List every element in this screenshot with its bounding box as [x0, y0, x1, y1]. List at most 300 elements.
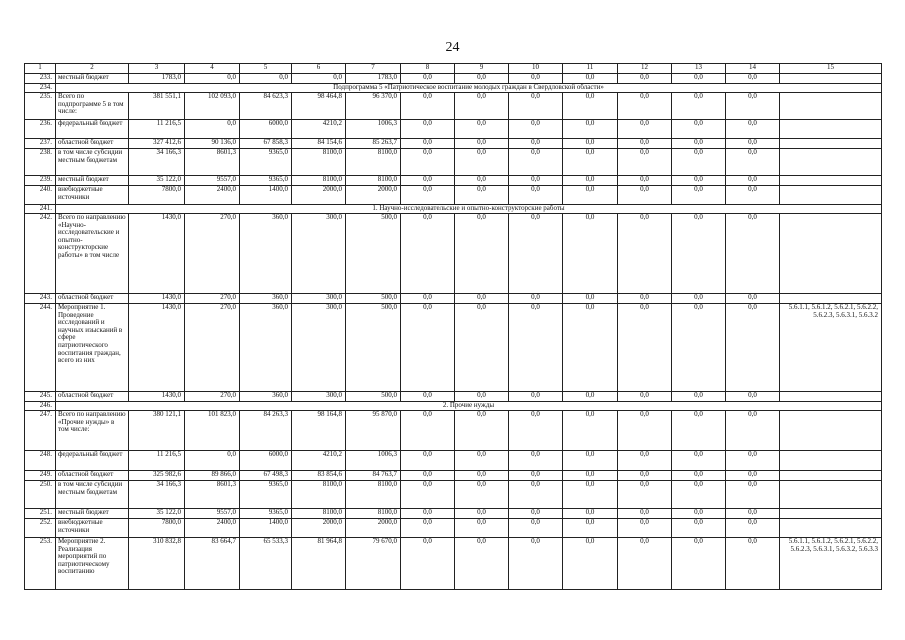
value-cell: 0,0 — [455, 149, 509, 176]
value-cell: 0,0 — [672, 149, 726, 176]
value-cell: 0,0 — [401, 74, 455, 84]
row-label: местный бюджет — [56, 509, 129, 519]
value-cell: 7800,0 — [129, 186, 185, 205]
row-label: местный бюджет — [56, 176, 129, 186]
value-cell: 0,0 — [618, 509, 672, 519]
value-cell: 0,0 — [455, 93, 509, 120]
value-cell: 0,0 — [672, 519, 726, 538]
value-cell: 0,0 — [672, 471, 726, 481]
column-header: 3 — [129, 64, 185, 74]
value-cell: 6000,0 — [240, 451, 292, 471]
value-cell: 0,0 — [672, 392, 726, 402]
value-cell: 11 216,5 — [129, 451, 185, 471]
value-cell: 0,0 — [455, 186, 509, 205]
value-cell: 300,0 — [292, 304, 346, 392]
row-label: внебюджетные источники — [56, 186, 129, 205]
value-cell: 0,0 — [563, 176, 618, 186]
value-cell: 8100,0 — [346, 481, 401, 509]
value-cell: 84 263,3 — [240, 411, 292, 451]
row-label: Всего по направлению «Научно-исследовательские и опытно-конструкторские работы» в том числе — [56, 214, 129, 294]
value-cell: 0,0 — [563, 392, 618, 402]
row-number: 252. — [25, 519, 56, 538]
table-row — [25, 205, 882, 214]
value-cell: 96 370,0 — [346, 93, 401, 120]
value-cell: 0,0 — [401, 304, 455, 392]
value-cell: 0,0 — [618, 149, 672, 176]
value-cell: 0,0 — [563, 93, 618, 120]
value-cell: 0,0 — [618, 93, 672, 120]
value-cell: 300,0 — [292, 392, 346, 402]
value-cell: 0,0 — [618, 538, 672, 590]
row-label: местный бюджет — [56, 74, 129, 84]
value-cell: 0,0 — [455, 471, 509, 481]
value-cell: 0,0 — [455, 214, 509, 294]
value-cell: 0,0 — [509, 411, 563, 451]
value-cell: 1783,0 — [129, 74, 185, 84]
value-cell: 0,0 — [401, 481, 455, 509]
row-number: 248. — [25, 451, 56, 471]
row-number: 247. — [25, 411, 56, 451]
value-cell: 8100,0 — [292, 149, 346, 176]
row-number: 253. — [25, 538, 56, 590]
table-row — [25, 139, 882, 149]
value-cell: 360,0 — [240, 304, 292, 392]
header-row — [25, 64, 882, 74]
value-cell: 67 498,3 — [240, 471, 292, 481]
value-cell: 0,0 — [726, 509, 780, 519]
value-cell: 0,0 — [509, 294, 563, 304]
value-cell: 0,0 — [455, 509, 509, 519]
value-cell: 270,0 — [185, 392, 240, 402]
value-cell: 270,0 — [185, 294, 240, 304]
value-cell: 0,0 — [672, 93, 726, 120]
target-indicator-refs — [780, 74, 882, 84]
value-cell: 0,0 — [726, 411, 780, 451]
value-cell: 101 823,0 — [185, 411, 240, 451]
row-number: 241. — [25, 205, 56, 214]
value-cell: 0,0 — [401, 294, 455, 304]
value-cell: 0,0 — [185, 74, 240, 84]
value-cell: 0,0 — [509, 139, 563, 149]
value-cell: 98 164,8 — [292, 411, 346, 451]
value-cell: 0,0 — [401, 392, 455, 402]
value-cell: 360,0 — [240, 392, 292, 402]
row-label: федеральный бюджет — [56, 120, 129, 139]
value-cell: 0,0 — [563, 471, 618, 481]
value-cell: 8100,0 — [292, 509, 346, 519]
value-cell: 0,0 — [401, 176, 455, 186]
section-heading: 1. Научно-исследовательские и опытно-конструкторские работы — [56, 205, 882, 214]
value-cell: 0,0 — [563, 519, 618, 538]
value-cell: 0,0 — [726, 538, 780, 590]
value-cell: 360,0 — [240, 294, 292, 304]
value-cell: 0,0 — [563, 214, 618, 294]
value-cell: 6000,0 — [240, 120, 292, 139]
column-header: 9 — [455, 64, 509, 74]
value-cell: 0,0 — [401, 451, 455, 471]
value-cell: 500,0 — [346, 214, 401, 294]
value-cell: 98 464,8 — [292, 93, 346, 120]
value-cell: 0,0 — [726, 74, 780, 84]
row-label: областной бюджет — [56, 392, 129, 402]
value-cell: 9365,0 — [240, 176, 292, 186]
value-cell: 2000,0 — [292, 186, 346, 205]
column-header: 14 — [726, 64, 780, 74]
value-cell: 1006,3 — [346, 120, 401, 139]
value-cell: 0,0 — [726, 176, 780, 186]
value-cell: 0,0 — [401, 93, 455, 120]
value-cell: 1400,0 — [240, 519, 292, 538]
value-cell: 85 263,7 — [346, 139, 401, 149]
value-cell: 0,0 — [509, 304, 563, 392]
row-label: федеральный бюджет — [56, 451, 129, 471]
value-cell: 4210,2 — [292, 120, 346, 139]
value-cell: 0,0 — [455, 176, 509, 186]
value-cell: 67 858,3 — [240, 139, 292, 149]
value-cell: 2000,0 — [346, 186, 401, 205]
row-label: Всего по подпрограмме 5 в том числе: — [56, 93, 129, 120]
value-cell: 300,0 — [292, 214, 346, 294]
table-row — [25, 509, 882, 519]
target-indicator-refs — [780, 519, 882, 538]
value-cell: 9365,0 — [240, 149, 292, 176]
row-number: 235. — [25, 93, 56, 120]
value-cell: 0,0 — [618, 519, 672, 538]
value-cell: 95 870,0 — [346, 411, 401, 451]
value-cell: 9557,0 — [185, 176, 240, 186]
page-number: 24 — [445, 40, 460, 55]
value-cell: 0,0 — [509, 93, 563, 120]
budget-table — [24, 63, 882, 590]
row-number: 243. — [25, 294, 56, 304]
column-header: 11 — [563, 64, 618, 74]
value-cell: 8100,0 — [346, 176, 401, 186]
target-indicator-refs — [780, 509, 882, 519]
value-cell: 2400,0 — [185, 186, 240, 205]
value-cell: 0,0 — [672, 74, 726, 84]
value-cell: 0,0 — [672, 176, 726, 186]
table-row — [25, 481, 882, 509]
value-cell: 0,0 — [401, 149, 455, 176]
value-cell: 79 670,0 — [346, 538, 401, 590]
value-cell: 0,0 — [509, 481, 563, 509]
table-row — [25, 392, 882, 402]
value-cell: 381 551,1 — [129, 93, 185, 120]
table-row — [25, 74, 882, 84]
value-cell: 0,0 — [509, 186, 563, 205]
row-number: 242. — [25, 214, 56, 294]
value-cell: 0,0 — [726, 471, 780, 481]
column-header: 6 — [292, 64, 346, 74]
value-cell: 34 166,3 — [129, 149, 185, 176]
value-cell: 7800,0 — [129, 519, 185, 538]
value-cell: 2000,0 — [292, 519, 346, 538]
value-cell: 0,0 — [509, 120, 563, 139]
column-header: 4 — [185, 64, 240, 74]
value-cell: 83 854,6 — [292, 471, 346, 481]
value-cell: 84 154,6 — [292, 139, 346, 149]
row-number: 233. — [25, 74, 56, 84]
value-cell: 0,0 — [563, 304, 618, 392]
value-cell: 0,0 — [726, 392, 780, 402]
value-cell: 0,0 — [509, 471, 563, 481]
value-cell: 0,0 — [401, 214, 455, 294]
target-indicator-refs — [780, 186, 882, 205]
value-cell: 0,0 — [563, 538, 618, 590]
value-cell: 0,0 — [563, 294, 618, 304]
value-cell: 0,0 — [401, 471, 455, 481]
value-cell: 89 866,0 — [185, 471, 240, 481]
row-number: 234. — [25, 84, 56, 93]
target-indicator-refs — [780, 481, 882, 509]
value-cell: 0,0 — [618, 294, 672, 304]
value-cell: 0,0 — [618, 471, 672, 481]
value-cell: 35 122,0 — [129, 176, 185, 186]
value-cell: 0,0 — [509, 214, 563, 294]
value-cell: 0,0 — [509, 176, 563, 186]
value-cell: 0,0 — [726, 481, 780, 509]
table-row — [25, 149, 882, 176]
value-cell: 0,0 — [455, 451, 509, 471]
value-cell: 0,0 — [509, 538, 563, 590]
value-cell: 11 216,5 — [129, 120, 185, 139]
target-indicator-refs — [780, 93, 882, 120]
target-indicator-refs — [780, 214, 882, 294]
value-cell: 327 412,6 — [129, 139, 185, 149]
value-cell: 0,0 — [618, 451, 672, 471]
value-cell: 0,0 — [672, 411, 726, 451]
value-cell: 0,0 — [563, 481, 618, 509]
value-cell: 0,0 — [672, 186, 726, 205]
row-number: 246. — [25, 402, 56, 411]
row-label: в том числе субсидии местным бюджетам — [56, 149, 129, 176]
value-cell: 0,0 — [726, 519, 780, 538]
value-cell: 1430,0 — [129, 304, 185, 392]
target-indicator-refs — [780, 471, 882, 481]
value-cell: 0,0 — [672, 538, 726, 590]
value-cell: 0,0 — [240, 74, 292, 84]
row-number: 236. — [25, 120, 56, 139]
row-number: 249. — [25, 471, 56, 481]
section-heading: Подпрограмма 5 «Патриотическое воспитание молодых граждан в Свердловской области» — [56, 84, 882, 93]
column-header: 15 — [780, 64, 882, 74]
row-label: Всего по направлению «Прочие нужды» в том числе: — [56, 411, 129, 451]
value-cell: 270,0 — [185, 304, 240, 392]
value-cell: 0,0 — [509, 451, 563, 471]
value-cell: 84 623,3 — [240, 93, 292, 120]
value-cell: 0,0 — [185, 451, 240, 471]
value-cell: 0,0 — [509, 149, 563, 176]
row-number: 250. — [25, 481, 56, 509]
table-row — [25, 402, 882, 411]
value-cell: 0,0 — [726, 186, 780, 205]
value-cell: 8100,0 — [292, 176, 346, 186]
value-cell: 0,0 — [618, 120, 672, 139]
value-cell: 0,0 — [618, 186, 672, 205]
table-row — [25, 84, 882, 93]
value-cell: 0,0 — [455, 304, 509, 392]
column-header: 1 — [25, 64, 56, 74]
value-cell: 300,0 — [292, 294, 346, 304]
table-row — [25, 214, 882, 294]
target-indicator-refs — [780, 139, 882, 149]
value-cell: 8100,0 — [346, 149, 401, 176]
value-cell: 2000,0 — [346, 519, 401, 538]
value-cell: 0,0 — [455, 538, 509, 590]
value-cell: 0,0 — [618, 214, 672, 294]
value-cell: 81 964,8 — [292, 538, 346, 590]
value-cell: 500,0 — [346, 392, 401, 402]
value-cell: 1430,0 — [129, 294, 185, 304]
value-cell: 0,0 — [563, 139, 618, 149]
value-cell: 0,0 — [401, 139, 455, 149]
value-cell: 8601,3 — [185, 481, 240, 509]
value-cell: 0,0 — [185, 120, 240, 139]
column-header: 13 — [672, 64, 726, 74]
value-cell: 0,0 — [563, 186, 618, 205]
table-row — [25, 176, 882, 186]
column-header: 7 — [346, 64, 401, 74]
table-row — [25, 186, 882, 205]
row-number: 238. — [25, 149, 56, 176]
table-row — [25, 294, 882, 304]
value-cell: 0,0 — [455, 120, 509, 139]
value-cell: 0,0 — [509, 74, 563, 84]
value-cell: 0,0 — [672, 294, 726, 304]
value-cell: 0,0 — [672, 451, 726, 471]
value-cell: 0,0 — [563, 451, 618, 471]
target-indicator-refs — [780, 451, 882, 471]
value-cell: 65 533,3 — [240, 538, 292, 590]
value-cell: 9365,0 — [240, 509, 292, 519]
value-cell: 0,0 — [618, 176, 672, 186]
value-cell: 1430,0 — [129, 214, 185, 294]
value-cell: 0,0 — [401, 509, 455, 519]
value-cell: 325 982,6 — [129, 471, 185, 481]
value-cell: 0,0 — [292, 74, 346, 84]
value-cell: 0,0 — [618, 392, 672, 402]
value-cell: 0,0 — [563, 509, 618, 519]
target-indicator-refs — [780, 176, 882, 186]
target-indicator-refs — [780, 149, 882, 176]
column-header: 2 — [56, 64, 129, 74]
value-cell: 0,0 — [455, 481, 509, 509]
value-cell: 0,0 — [455, 392, 509, 402]
value-cell: 0,0 — [401, 186, 455, 205]
value-cell: 0,0 — [726, 304, 780, 392]
value-cell: 270,0 — [185, 214, 240, 294]
row-label: областной бюджет — [56, 471, 129, 481]
value-cell: 84 763,7 — [346, 471, 401, 481]
row-number: 251. — [25, 509, 56, 519]
table-row — [25, 93, 882, 120]
value-cell: 0,0 — [672, 120, 726, 139]
value-cell: 0,0 — [563, 74, 618, 84]
value-cell: 360,0 — [240, 214, 292, 294]
value-cell: 0,0 — [672, 509, 726, 519]
value-cell: 8100,0 — [292, 481, 346, 509]
row-label: областной бюджет — [56, 294, 129, 304]
value-cell: 0,0 — [455, 519, 509, 538]
target-indicator-refs — [780, 411, 882, 451]
value-cell: 0,0 — [455, 139, 509, 149]
column-header: 12 — [618, 64, 672, 74]
value-cell: 500,0 — [346, 294, 401, 304]
value-cell: 35 122,0 — [129, 509, 185, 519]
table-row — [25, 471, 882, 481]
value-cell: 0,0 — [672, 481, 726, 509]
row-number: 239. — [25, 176, 56, 186]
value-cell: 90 136,0 — [185, 139, 240, 149]
value-cell: 0,0 — [726, 93, 780, 120]
value-cell: 0,0 — [509, 519, 563, 538]
table-body — [25, 64, 882, 590]
value-cell: 9365,0 — [240, 481, 292, 509]
value-cell: 0,0 — [563, 120, 618, 139]
value-cell: 34 166,3 — [129, 481, 185, 509]
value-cell: 0,0 — [563, 411, 618, 451]
value-cell: 0,0 — [618, 481, 672, 509]
value-cell: 83 664,7 — [185, 538, 240, 590]
value-cell: 1006,3 — [346, 451, 401, 471]
value-cell: 0,0 — [455, 74, 509, 84]
value-cell: 0,0 — [672, 304, 726, 392]
row-number: 240. — [25, 186, 56, 205]
value-cell: 9557,0 — [185, 509, 240, 519]
value-cell: 0,0 — [726, 451, 780, 471]
value-cell: 0,0 — [618, 74, 672, 84]
value-cell: 0,0 — [672, 214, 726, 294]
value-cell: 0,0 — [401, 519, 455, 538]
table-row — [25, 120, 882, 139]
value-cell: 0,0 — [618, 304, 672, 392]
row-label: внебюджетные источники — [56, 519, 129, 538]
value-cell: 310 832,8 — [129, 538, 185, 590]
value-cell: 0,0 — [726, 294, 780, 304]
column-header: 5 — [240, 64, 292, 74]
target-indicator-refs: 5.6.1.1, 5.6.1.2, 5.6.2.1, 5.6.2.2, 5.6.2.3, 5.6.3.1, 5.6.3.2 — [780, 304, 882, 392]
value-cell: 0,0 — [401, 120, 455, 139]
value-cell: 500,0 — [346, 304, 401, 392]
value-cell: 102 093,0 — [185, 93, 240, 120]
table-row — [25, 538, 882, 590]
column-header: 8 — [401, 64, 455, 74]
value-cell: 0,0 — [726, 139, 780, 149]
value-cell: 380 121,1 — [129, 411, 185, 451]
row-number: 244. — [25, 304, 56, 392]
value-cell: 0,0 — [401, 411, 455, 451]
value-cell: 0,0 — [726, 120, 780, 139]
target-indicator-refs: 5.6.1.1, 5.6.1.2, 5.6.2.1, 5.6.2.2, 5.6.2.3, 5.6.3.1, 5.6.3.2, 5.6.3.3 — [780, 538, 882, 590]
row-number: 237. — [25, 139, 56, 149]
row-label: областной бюджет — [56, 139, 129, 149]
table-row — [25, 519, 882, 538]
budget-table-sheet — [24, 63, 881, 590]
target-indicator-refs — [780, 294, 882, 304]
row-label: в том числе субсидии местным бюджетам — [56, 481, 129, 509]
target-indicator-refs — [780, 120, 882, 139]
value-cell: 0,0 — [509, 392, 563, 402]
table-row — [25, 304, 882, 392]
value-cell: 0,0 — [563, 149, 618, 176]
value-cell: 1400,0 — [240, 186, 292, 205]
value-cell: 2400,0 — [185, 519, 240, 538]
value-cell: 0,0 — [455, 294, 509, 304]
target-indicator-refs — [780, 392, 882, 402]
column-header: 10 — [509, 64, 563, 74]
value-cell: 0,0 — [509, 509, 563, 519]
value-cell: 0,0 — [455, 411, 509, 451]
